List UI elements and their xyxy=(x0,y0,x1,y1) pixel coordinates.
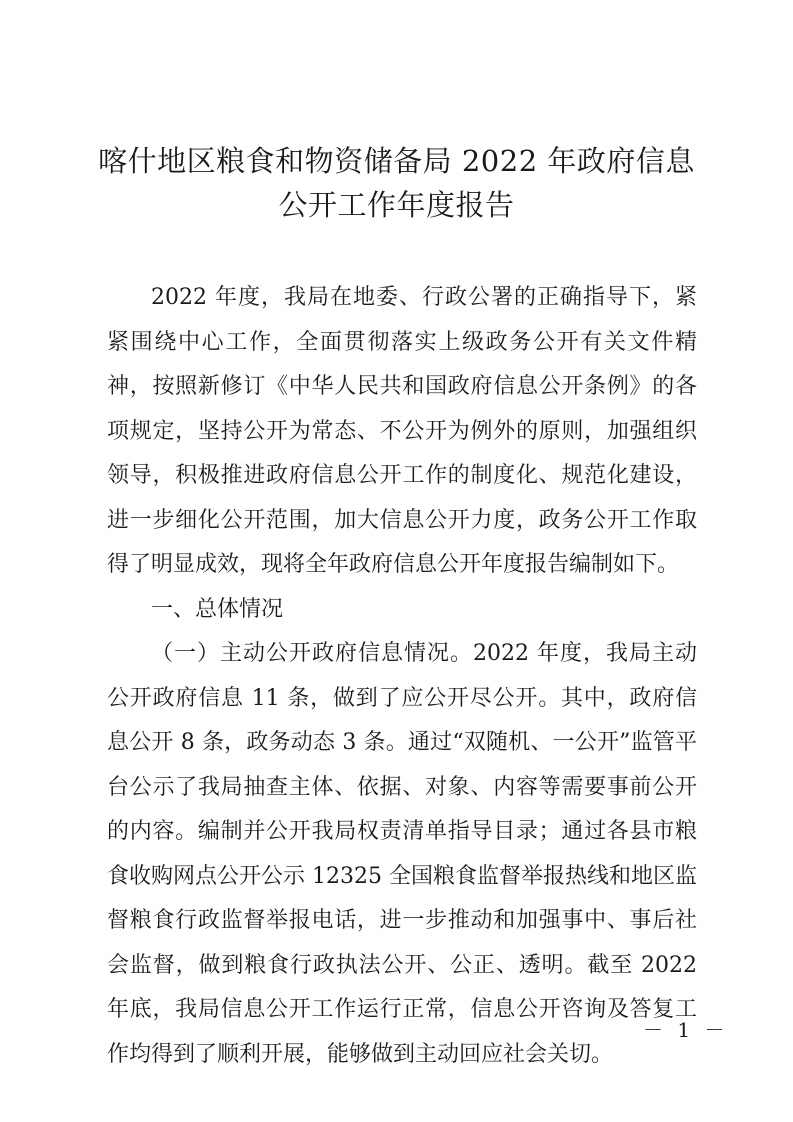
intro-paragraph: 2022 年度，我局在地委、行政公署的正确指导下，紧紧围绕中心工作，全面贯彻落实上级政务公开有关文件精神，按照新修订《中华人民共和国政府信息公开条例》的各项规定，坚持公开为常态、不公开为例外的原则，加强组织领导，积极推进政府信息公开工作的制度化、规范化建设，进一步细化公开范围，加大信息公开力度，政务公开工作取得了明显成效，现将全年政府信息公开年度报告编制如下。 xyxy=(107,285,697,577)
document-title-line-2: 公开工作年度报告 xyxy=(278,188,515,222)
section-heading-overview: 一、总体情况 xyxy=(151,596,284,622)
document-body xyxy=(107,276,697,1077)
section-paragraph-active-disclosure: （一）主动公开政府信息情况。2022 年度，我局主动公开政府信息 11 条，做到了应公开尽公开。其中，政府信息公开 8 条，政务动态 3 条。通过“双随机、一公开”监管平台公示了我局抽查主体、依据、对象、内容等需要事前公开的内容。编制并公开我局权责清单指导目录；通过各县市粮食收购网点公开公示 12325 全国粮食监督举报热线和地区监督粮食行政监督举报电话，进一步推动和加强事中、事后社会监督，做到粮食行政执法公开、公正、透明。截至 2022 年底，我局信息公开工作运行正常，信息公开咨询及答复工作均得到了顺利开展，能够做到主动回应社会关切。 xyxy=(107,641,697,1067)
page-number: － 1 － xyxy=(643,1018,729,1042)
document-title-line-1: 喀什地区粮食和物资储备局 2022 年政府信息 xyxy=(98,144,695,178)
